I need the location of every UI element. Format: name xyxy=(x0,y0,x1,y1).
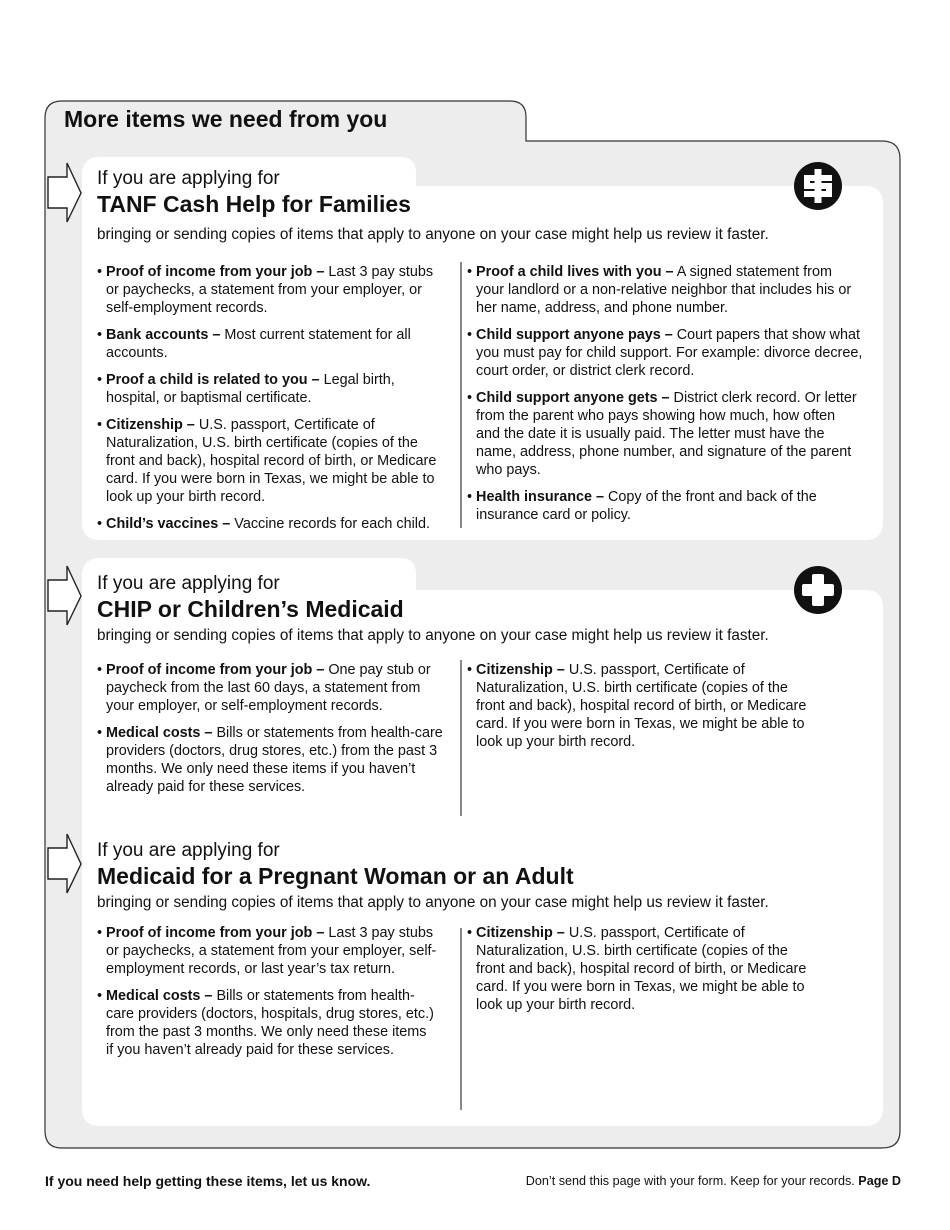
list-item xyxy=(467,326,863,380)
section-lead: bringing or sending copies of items that apply to anyone on your case might help us review it faster. xyxy=(97,894,769,911)
item-label: Child support anyone pays – xyxy=(476,327,673,343)
footer-note xyxy=(526,1174,901,1188)
item-label: Proof a child lives with you – xyxy=(476,264,674,280)
item-text: U.S. passport, Certificate of Naturalization, U.S. birth certificate (copies of the front and back), hospital record of birth, or Medicare card. If you were born in Texas, we might be able to look up your birth record. xyxy=(106,417,437,505)
list-item xyxy=(467,924,819,1014)
list-item xyxy=(467,389,863,479)
list-item xyxy=(97,724,447,796)
item-label: Child support anyone gets – xyxy=(476,390,670,406)
dollar-icon xyxy=(794,162,842,210)
item-text: A signed statement from your landlord or a non-relative neighbor that includes his or her name, address, and phone number. xyxy=(476,264,852,316)
bullet: • xyxy=(97,662,107,678)
section-lead: bringing or sending copies of items that apply to anyone on your case might help us review it faster. xyxy=(97,226,769,243)
section-intro: If you are applying for xyxy=(97,573,280,594)
list-item xyxy=(97,416,449,506)
section-intro: If you are applying for xyxy=(97,840,280,861)
item-label: Proof of income from your job – xyxy=(106,925,325,941)
bullet: • xyxy=(467,662,477,678)
item-label: Bank accounts – xyxy=(106,327,221,343)
bullet: • xyxy=(467,489,477,505)
list-item xyxy=(97,924,437,978)
item-label: Proof of income from your job – xyxy=(106,662,325,678)
item-text: Vaccine records for each child. xyxy=(234,516,430,532)
bullet: • xyxy=(467,390,477,406)
footer-note-text: Don’t send this page with your form. Keep for your records. xyxy=(525,1174,855,1188)
list-item xyxy=(467,661,819,751)
item-text: U.S. passport, Certificate of Naturalization, U.S. birth certificate (copies of the front and back), hospital record of birth, or Medicare card. If you were born in Texas, we might be able to look up your birth record. xyxy=(476,925,807,1013)
left-column xyxy=(97,661,447,805)
item-label: Citizenship – xyxy=(106,417,195,433)
item-text: Last 3 pay stubs or paychecks, a statement from your employer, self-employment records, or last year’s tax return. xyxy=(106,925,437,977)
list-item xyxy=(97,263,449,317)
section-lead: bringing or sending copies of items that apply to anyone on your case might help us review it faster. xyxy=(97,627,769,644)
bullet: • xyxy=(97,417,107,433)
right-column xyxy=(467,661,819,760)
bullet: • xyxy=(467,925,477,941)
item-label: Medical costs – xyxy=(106,725,213,741)
right-column xyxy=(467,924,819,1023)
item-text: One pay stub or paycheck from the last 60 days, a statement from your employer, or self-employment records. xyxy=(106,662,431,714)
bullet: • xyxy=(97,988,107,1004)
medical-cross-icon xyxy=(794,566,842,614)
bullet: • xyxy=(97,925,107,941)
bullet: • xyxy=(97,725,107,741)
list-item xyxy=(97,326,449,362)
right-column xyxy=(467,263,863,533)
page-title: More items we need from you xyxy=(64,106,388,132)
section-heading: Medicaid for a Pregnant Woman or an Adult xyxy=(97,863,574,889)
item-text: Most current statement for all accounts. xyxy=(106,327,411,361)
left-column xyxy=(97,924,437,1068)
list-item xyxy=(97,515,449,533)
list-item xyxy=(97,987,437,1059)
section-heading: CHIP or Children’s Medicaid xyxy=(97,596,404,622)
item-text: U.S. passport, Certificate of Naturalization, U.S. birth certificate (copies of the front and back), hospital record of birth, or Medicare card. If you were born in Texas, we might be able to look up your birth record. xyxy=(476,662,807,750)
item-text: Bills or statements from health-care providers (doctors, hospitals, drug stores, etc.) from the past 3 months. We only need these items if you haven’t already paid for these services. xyxy=(106,988,434,1058)
item-label: Citizenship – xyxy=(476,925,565,941)
section-heading: TANF Cash Help for Families xyxy=(97,191,411,217)
list-item xyxy=(467,488,863,524)
bullet: • xyxy=(97,327,107,343)
item-text: Bills or statements from health-care providers (doctors, drug stores, etc.) from the past 3 months. We only need these items if you haven’t already paid for these services. xyxy=(106,725,443,795)
item-text: District clerk record. Or letter from the parent who pays showing how much, how often and the date it is usually paid. The letter must have the name, address, phone number, and signature of the parent who pays. xyxy=(476,390,857,478)
bullet: • xyxy=(97,372,107,388)
list-item xyxy=(97,371,449,407)
bullet: • xyxy=(97,516,107,532)
section-intro: If you are applying for xyxy=(97,168,280,189)
item-label: Child’s vaccines – xyxy=(106,516,231,532)
page-label: Page D xyxy=(858,1174,901,1188)
list-item xyxy=(97,661,447,715)
item-text: Court papers that show what you must pay for child support. For example: divorce decree, court order, or district clerk record. xyxy=(476,327,863,379)
bullet: • xyxy=(467,264,477,280)
footer-help-text: If you need help getting these items, let us know. xyxy=(45,1173,371,1189)
list-item xyxy=(467,263,863,317)
bullet: • xyxy=(97,264,107,280)
item-text: Legal birth, hospital, or baptismal certificate. xyxy=(106,372,395,406)
bullet: • xyxy=(467,327,477,343)
item-label: Proof a child is related to you – xyxy=(106,372,320,388)
item-label: Medical costs – xyxy=(106,988,213,1004)
item-label: Health insurance – xyxy=(476,489,605,505)
item-label: Citizenship – xyxy=(476,662,565,678)
item-text: Copy of the front and back of the insurance card or policy. xyxy=(476,489,817,523)
item-text: Last 3 pay stubs or paychecks, a statement from your employer, or self-employment records. xyxy=(106,264,434,316)
left-column xyxy=(97,263,449,542)
item-label: Proof of income from your job – xyxy=(106,264,325,280)
